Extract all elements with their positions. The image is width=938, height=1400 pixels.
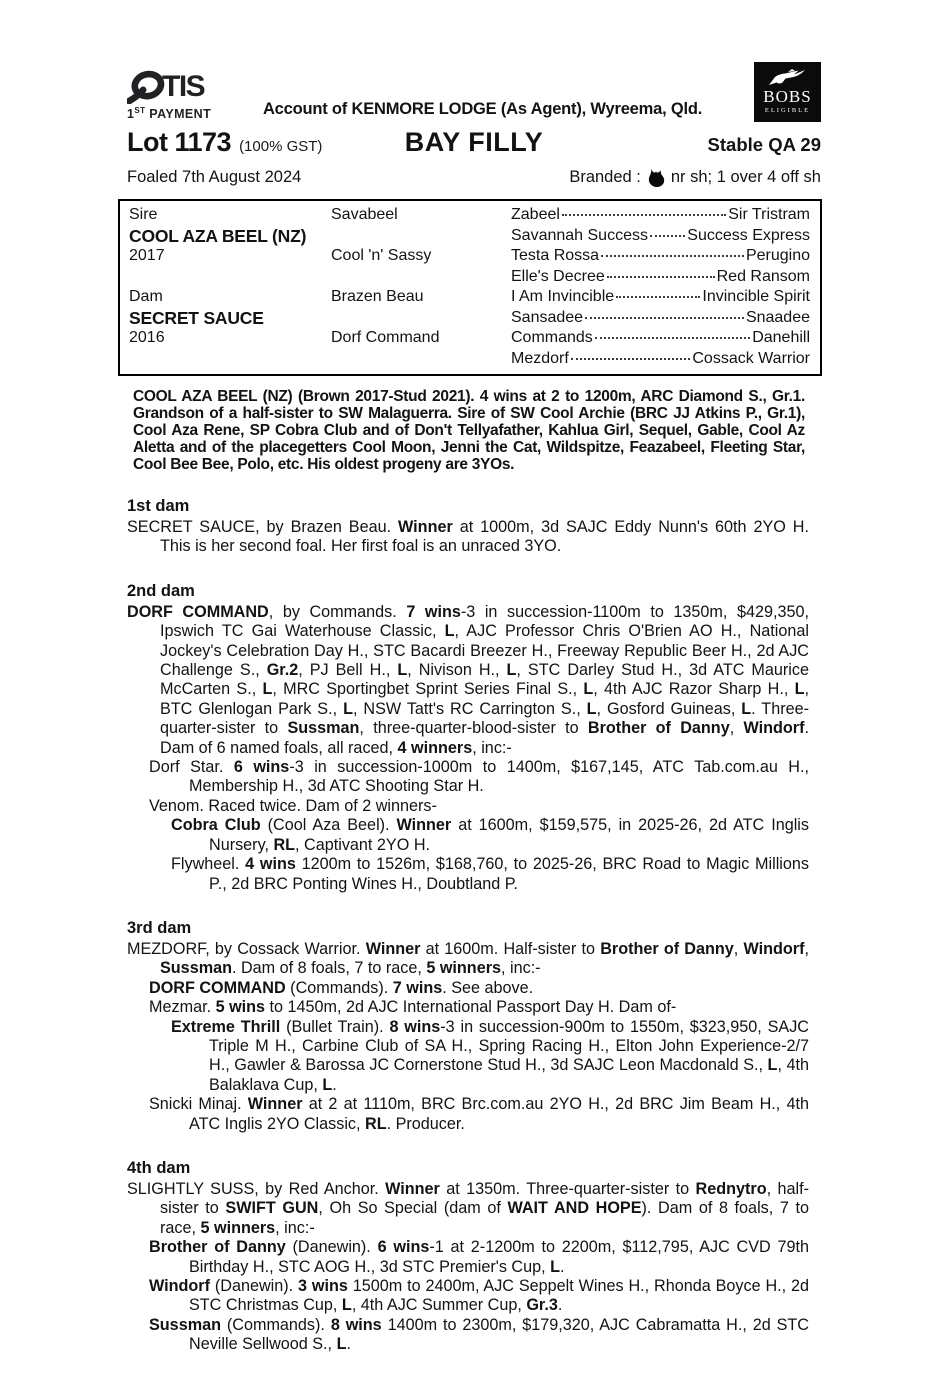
- pedigree-grandparents: [511, 288, 810, 306]
- bobs-horse-icon: [768, 69, 806, 86]
- pedigree-name: Dam: [129, 288, 163, 306]
- grandsire-name: Savannah Success: [511, 227, 648, 244]
- account-line: Account of KENMORE LODGE (As Agent), Wyreema, Qld.: [262, 100, 703, 118]
- grandsire-name: I Am Invincible: [511, 288, 615, 306]
- granddam-name: Danehill: [752, 329, 810, 347]
- lot-left: [127, 127, 405, 158]
- section-heading: 2nd dam: [127, 581, 195, 600]
- section-body: [127, 940, 809, 1134]
- section-heading: 1st dam: [127, 497, 190, 515]
- granddam-name: Sir Tristram: [728, 206, 810, 224]
- dam-section: [127, 497, 809, 557]
- page-header: [127, 62, 821, 122]
- pedigree-paragraph: Mezmar. 5 wins to 1450m, 2d AJC International Passport Day H. Dam of-: [149, 998, 677, 1017]
- dam-section: [127, 1159, 809, 1355]
- qtis-wordmark: [127, 70, 211, 104]
- pedigree-grandparents: [511, 268, 810, 286]
- bobs-eligible-label: ELIGIBLE: [764, 107, 811, 115]
- pedigree-paragraph: Extreme Thrill (Bullet Train). 8 wins-3 in succession-900m to 1550m, $323,950, SAJC Triple M H., Carbine Club of SA H., Spring Racing H., Elton John Experience-2/7 H., Gawler & Barossa JC Cornerstone Stud H., 3d SAJC Leon Macdonald S., L, 4th Balaklava Cup, L.: [171, 1017, 809, 1094]
- gst-note: (100% GST): [239, 138, 323, 155]
- pedigree-row: [129, 308, 810, 329]
- qtis-q-icon: [127, 70, 165, 104]
- horse-description: BAY FILLY: [404, 127, 544, 157]
- grandsire-name: Zabeel: [511, 206, 560, 224]
- granddam-name: Snaadee: [745, 309, 810, 326]
- pedigree-parent: Brazen Beau: [331, 288, 424, 306]
- dam-section: [127, 919, 809, 1134]
- pedigree-name: SECRET SAUCE: [129, 307, 264, 328]
- section-body: [127, 603, 809, 894]
- bobs-label: BOBS: [763, 87, 812, 107]
- pedigree-name: Sire: [129, 206, 158, 224]
- pedigree-paragraph: DORF COMMAND, by Commands. 7 wins-3 in succession-1100m to 1350m, $429,350, Ipswich TC Gai Waterhouse Classic, L, AJC Professor Chris O'Brien AO H., National Jockey's Celebration Day H., STC Bacardi Breezer H., Freeway Republic Beer H., 2d AJC Challenge S., Gr.2, PJ Bell H., L, Nivison H., L, STC Darley Stud H., 3d ATC Maurice McCarten S., L, MRC Sportingbet Sprint Series Final S., L, 4th AJC Razor Sharp H., L, BTC Glenlogan Park S., L, NSW Tatt's RC Carrington S., L, Gosford Guineas, L. Three-quarter-sister to Sussman, three-quarter-blood-sister to Brother of Danny, Windorf. Dam of 6 named foals, all raced, 4 winners, inc:-: [127, 602, 810, 757]
- pedigree-row: [129, 349, 810, 370]
- sire-summary: COOL AZA BEEL (NZ) (Brown 2017-Stud 2021). 4 wins at 2 to 1200m, ARC Diamond S., Gr.1. Grandson of a half-sister to SW Malaguerra. Sire of SW Cool Archie (BRC JJ Atkins P., Gr.1), Cool Aza Rene, SP Cobra Club and of Don't Tellyafather, Kahlua Girl, Sequel, Gable, Cool Az Aletta and of the placegetters Cool Moon, Jenni the Cat, Wildspitze, Feazabeel, Fleeting Star, Cool Bee Bee, Polo, etc. His oldest progeny are 3YOs.: [133, 388, 805, 473]
- lot-number: Lot 1173: [127, 127, 232, 157]
- pedigree-paragraph: MEZDORF, by Cossack Warrior. Winner at 1600m. Half-sister to Brother of Danny, Windorf, Sussman. Dam of 8 foals, 7 to race, 5 winners, inc:-: [127, 939, 809, 978]
- pedigree-grandparents: [511, 227, 810, 245]
- pedigree-paragraph: Windorf (Danewin). 3 wins 1500m to 2400m, AJC Seppelt Wines H., Rhonda Boyce H., 2d STC Christmas Cup, L, 4th AJC Summer Cup, Gr.3.: [149, 1277, 810, 1315]
- pedigree-paragraph: Brother of Danny (Danewin). 6 wins-1 at 2-1200m to 2200m, $112,795, AJC CVD 79th Birthday H., STC AOG H., 3d STC Premier's Cup, L.: [149, 1238, 810, 1276]
- dam-section: [127, 582, 809, 894]
- pedigree-paragraph: SECRET SAUCE, by Brazen Beau. Winner at 1000m, 3d SAJC Eddy Nunn's 60th 2YO H. This is her second foal. Her first foal is an unraced 3YO.: [127, 518, 809, 556]
- pedigree-table: [118, 199, 822, 376]
- granddam-name: Success Express: [687, 227, 810, 244]
- pedigree-paragraph: Flywheel. 4 wins 1200m to 1526m, $168,760, to 2025-26, BRC Road to Magic Millions P., 2d BRC Ponting Wines H., Doubtland P.: [171, 855, 809, 893]
- qtis-logo: [127, 70, 211, 122]
- pedigree-row: [129, 267, 810, 288]
- pedigree-name: COOL AZA BEEL (NZ): [129, 225, 307, 246]
- pedigree-row: [129, 205, 810, 226]
- pedigree-paragraph: Snicki Minaj. Winner at 2 at 1110m, BRC Brc.com.au 2YO H., 2d BRC Jim Beam H., 4th ATC Inglis 2YO Classic, RL. Producer.: [149, 1095, 809, 1133]
- pedigree-paragraph: DORF COMMAND (Commands). 7 wins. See above.: [149, 978, 534, 997]
- pedigree-paragraph: Dorf Star. 6 wins-3 in succession-1000m to 1400m, $167,145, ATC Tab.com.au H., Membership H., 3d ATC Shooting Star H.: [149, 758, 809, 796]
- brand-mark-icon: [646, 167, 666, 188]
- pedigree-name: 2017: [129, 247, 165, 265]
- pedigree-row: [129, 328, 810, 349]
- pedigree-paragraph: SLIGHTLY SUSS, by Red Anchor. Winner at 1350m. Three-quarter-sister to Rednytro, half-sister to SWIFT GUN, Oh So Special (dam of WAIT AND HOPE). Dam of 8 foals, 7 to race, 5 winners, inc:-: [127, 1179, 809, 1237]
- pedigree-grandparents: [511, 247, 810, 265]
- pedigree-parent: Dorf Command: [331, 329, 440, 347]
- pedigree-grandparents: [511, 350, 810, 368]
- grandsire-name: Testa Rossa: [511, 247, 600, 265]
- grandsire-name: Commands: [511, 329, 593, 347]
- pedigree-row: [129, 226, 810, 247]
- section-body: [127, 1180, 809, 1355]
- pedigree-parent: Savabeel: [331, 206, 398, 224]
- pedigree-row: [129, 287, 810, 308]
- brand-placement: nr sh; 1 over 4 off sh: [670, 168, 821, 186]
- foaled-row: [127, 167, 821, 188]
- pedigree-name: 2016: [129, 329, 165, 347]
- pedigree-grandparents: [511, 309, 810, 327]
- lot-row: [127, 127, 821, 158]
- branded-label: Branded :: [569, 168, 641, 186]
- grandsire-name: Mezdorf: [511, 349, 569, 367]
- section-body: [127, 518, 809, 557]
- pedigree-grandparents: [511, 329, 810, 347]
- bobs-eligible-badge: [754, 62, 821, 122]
- pedigree-row: [129, 246, 810, 267]
- branding-info: [569, 167, 821, 188]
- pedigree-parent: Cool 'n' Sassy: [331, 247, 432, 265]
- pedigree-paragraph: Sussman (Commands). 8 wins 1400m to 2300m, $179,320, AJC Cabramatta H., 2d STC Neville Sellwood S., L.: [149, 1315, 809, 1354]
- stable-number: Stable QA 29: [707, 134, 821, 155]
- grandsire-name: Elle's Decree: [511, 267, 605, 285]
- pedigree-paragraph: Venom. Raced twice. Dam of 2 winners-: [149, 796, 437, 815]
- pedigree-paragraph: Cobra Club (Cool Aza Beel). Winner at 1600m, $159,575, in 2025-26, 2d ATC Inglis Nursery, RL, Captivant 2YO H.: [171, 816, 809, 854]
- dam-sections: [127, 497, 821, 1355]
- granddam-name: Red Ransom: [716, 267, 810, 285]
- page-content: [127, 62, 821, 1355]
- qtis-logo-text: TIS: [162, 70, 205, 104]
- granddam-name: Cossack Warrior: [692, 349, 810, 367]
- granddam-name: Invincible Spirit: [702, 288, 810, 306]
- qtis-subtext: 1ST PAYMENT: [127, 106, 212, 122]
- section-heading: 3rd dam: [127, 918, 192, 937]
- foaled-date: Foaled 7th August 2024: [127, 168, 302, 186]
- grandsire-name: Sansadee: [511, 309, 584, 326]
- granddam-name: Perugino: [745, 247, 810, 265]
- section-heading: 4th dam: [127, 1158, 191, 1177]
- pedigree-grandparents: [511, 206, 810, 224]
